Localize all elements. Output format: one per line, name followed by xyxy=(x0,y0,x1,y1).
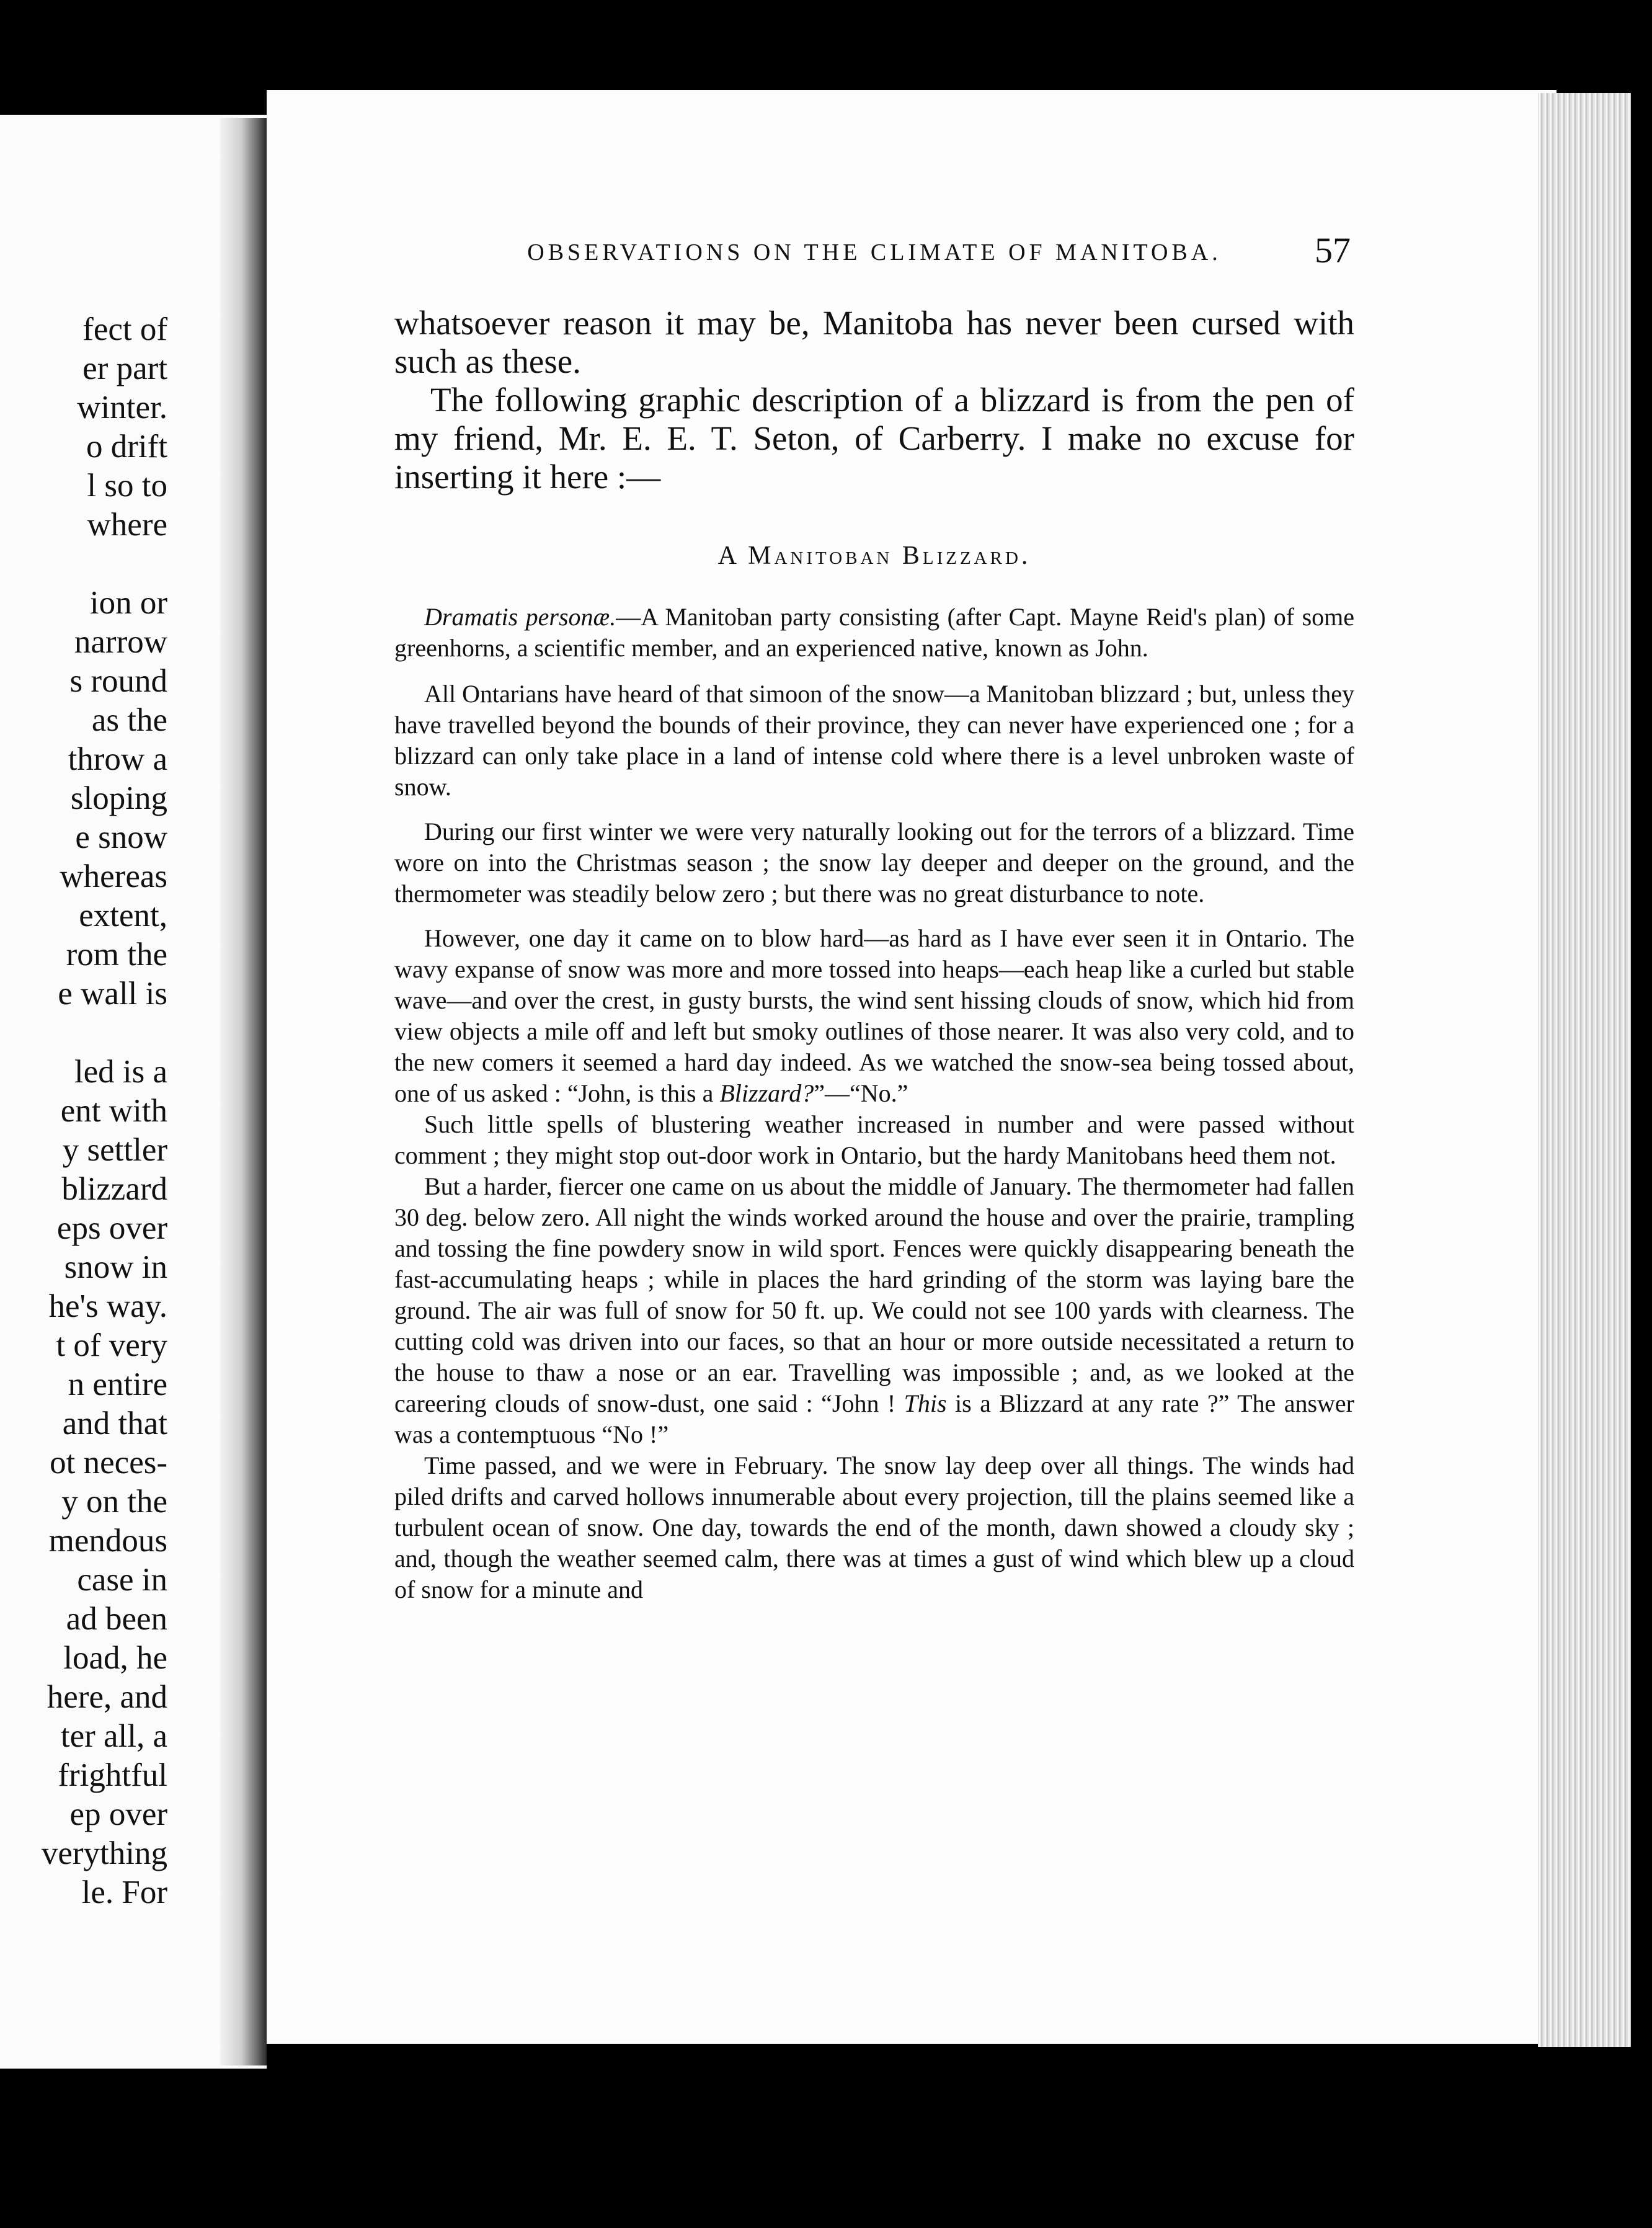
article-text: However, one day it came on to blow hard—as hard as I have ever seen it in Ontario. The wavy expanse of snow was more and more tossed into heaps—each heap like a curled but stable wave—and over the crest, in gusty bursts, the wind sent hissing clouds of snow, which hid from view objects a mile off and left but smoky outlines of those nearer. It was also very cold, and to the new comers it seemed a hard day indeed. As we watched the snow-sea being tossed about, one of us asked : “John, is this a xyxy=(394,924,1354,1107)
left-page-line: snow in xyxy=(64,1249,167,1285)
left-page-line: mendous xyxy=(48,1523,167,1559)
left-page-line: load, he xyxy=(63,1640,167,1676)
left-page-line: throw a xyxy=(68,741,167,777)
left-page-line: here, and xyxy=(47,1679,167,1715)
left-page-line: le. For xyxy=(81,1874,167,1910)
left-page-line: blizzard xyxy=(61,1171,167,1207)
article-paragraph: Such little spells of blustering weather increased in number and were passed without comment ; they might stop out-door work in Ontario, but the hardy Manitobans heed them not. xyxy=(394,1110,1354,1169)
left-page-line: whereas xyxy=(60,858,167,894)
left-page-line: e snow xyxy=(75,819,167,855)
left-page-line: y on the xyxy=(61,1484,167,1520)
left-page-line: fect of xyxy=(82,311,167,347)
left-page-line: winter. xyxy=(77,390,167,426)
left-page-line: o drift xyxy=(86,429,167,465)
article-text: ”—“No.” xyxy=(814,1079,908,1107)
left-page-line: ep over xyxy=(69,1796,167,1832)
dramatis-label: Dramatis personæ. xyxy=(424,603,616,631)
running-head: OBSERVATIONS ON THE CLIMATE OF MANITOBA. xyxy=(527,239,1222,265)
article-text: But a harder, fiercer one came on us about the middle of January. The thermometer had fallen 30 deg. below zero. All night the winds worked around the house and over the prairie, trampling and tossing the fine powdery snow in wild sport. Fences were quickly disappearing beneath the fast-accumulating heaps ; while in places the hard grinding of the storm was laying bare the ground. The air was full of snow for 50 ft. up. We could not see 100 yards with clearness. The cutting cold was driven into our faces, so that an hour or more outside necessitated a return to the house to thaw a nose or an ear. Travelling was impossible ; and, as we looked at the careering clouds of snow-dust, one said : “John ! xyxy=(394,1172,1354,1417)
left-page-line: ter all, a xyxy=(60,1718,167,1754)
intro-paragraph: The following graphic description of a blizzard is from the pen of my friend, Mr. E. E. T. Seton, of Carberry. I make no excuse for inserting it here :— xyxy=(394,381,1354,496)
article-paragraph: Time passed, and we were in February. The snow lay deep over all things. The winds had piled drifts and carved hollows innumerable about every projection, till the plains seemed like a turbulent ocean of snow. One day, towards the end of the month, dawn showed a cloudy sky ; and, though the weather seemed calm, there was at times a gust of wind which blew up a cloud of snow for a minute and xyxy=(394,1451,1354,1603)
left-page-line: extent, xyxy=(79,898,167,934)
dramatis-text: —A Manitoban party consisting (after Capt. Mayne Reid's plan) of some greenhorns, a scientific member, and an experienced native, known as John. xyxy=(394,603,1355,662)
article-paragraph xyxy=(394,923,1354,1109)
left-page-line: y settler xyxy=(62,1132,167,1168)
left-page-line: where xyxy=(87,507,167,543)
left-page-line: t of very xyxy=(56,1327,167,1363)
left-page-text-fragments xyxy=(0,310,167,1912)
left-page-line: case in xyxy=(77,1562,167,1598)
left-page-line: as the xyxy=(91,702,167,738)
left-page-line: sloping xyxy=(70,780,167,816)
left-page-line: er part xyxy=(82,350,167,386)
dramatis-personae-paragraph xyxy=(394,602,1354,664)
section-title: A Manitoban Blizzard. xyxy=(717,541,1031,570)
left-page-line: ent with xyxy=(60,1093,167,1129)
intro-paragraph: whatsoever reason it may be, Manitoba has never been cursed with such as these. xyxy=(394,304,1354,380)
intro-text xyxy=(394,304,1354,496)
article-body xyxy=(394,602,1354,1605)
left-page-line: ion or xyxy=(89,585,167,621)
page-number: 57 xyxy=(1315,230,1351,270)
left-page-line: and that xyxy=(62,1406,167,1442)
left-page-line: led is a xyxy=(74,1054,167,1090)
left-page-line: eps over xyxy=(56,1210,167,1246)
left-page-line: narrow xyxy=(74,624,167,660)
left-page-line: s round xyxy=(69,663,167,699)
left-page-line: he's way. xyxy=(48,1288,167,1324)
left-page-line: n entire xyxy=(68,1366,167,1402)
page-edges xyxy=(1538,93,1631,2047)
left-page-line: e wall is xyxy=(58,976,167,1012)
left-page-line: frightful xyxy=(58,1757,167,1793)
article-paragraph xyxy=(394,1171,1354,1450)
left-page-line xyxy=(0,1014,167,1053)
left-page-line: verything xyxy=(41,1835,167,1871)
left-page-line: l so to xyxy=(87,468,167,504)
article-emphasis: Blizzard? xyxy=(719,1079,814,1107)
book-gutter-shadow xyxy=(220,118,267,2065)
article-text: is a Blizzard at any rate ?” The answer was a contemptuous “No !” xyxy=(394,1389,1354,1448)
article-emphasis: This xyxy=(904,1389,947,1417)
article-paragraph: All Ontarians have heard of that simoon of the snow—a Manitoban blizzard ; but, unless they have travelled beyond the bounds of their province, they can never have experienced one ; for a blizzard can only take place in a land of intense cold where there is a level unbroken waste of snow. xyxy=(394,680,1354,801)
article-paragraph: During our first winter we were very naturally looking out for the terrors of a blizzard. Time wore on into the Christmas season ; the snow lay deeper and deeper on the ground, and the thermometer was steadily below zero ; but there was no great disturbance to note. xyxy=(394,818,1354,907)
left-page-line: ot neces- xyxy=(50,1445,167,1481)
left-page-line xyxy=(0,545,167,584)
left-page-line: rom the xyxy=(66,937,167,973)
left-page-line: ad been xyxy=(66,1601,167,1637)
